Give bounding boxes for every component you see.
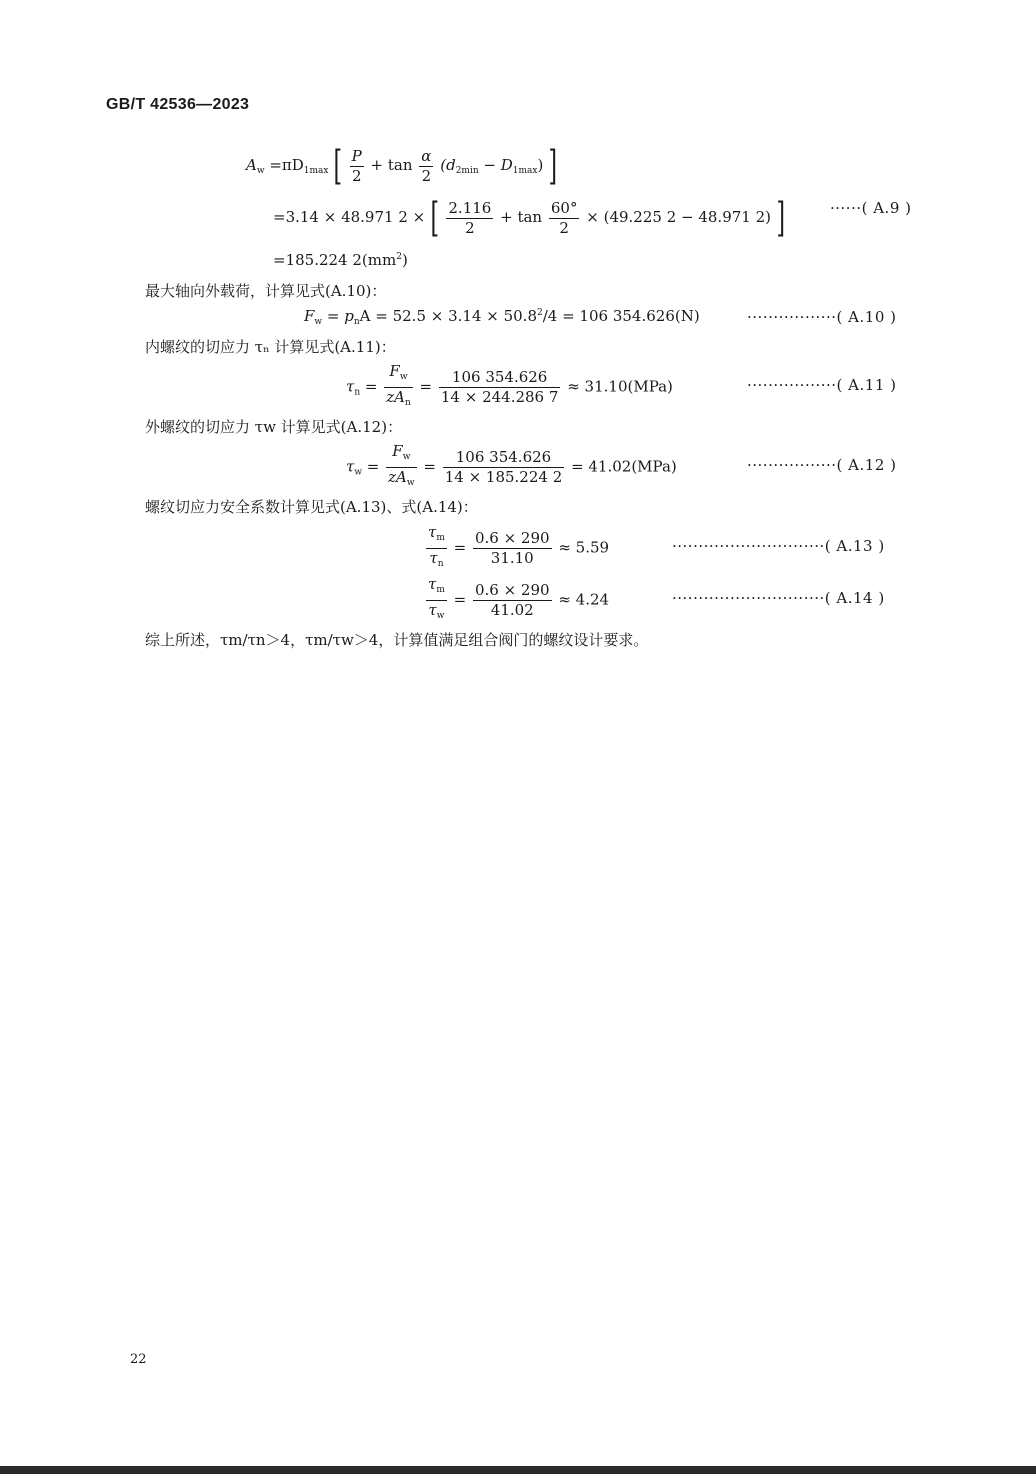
paragraph-a13: 螺纹切应力安全系数计算见式(A.13)、式(A.14)： bbox=[145, 498, 478, 516]
paragraph-a10: 最大轴向外载荷，计算见式(A.10)： bbox=[145, 282, 387, 300]
eq-a12: $\tau_w$ = $\frac{F_w}{zA_w}$ = $\frac{106 354.626}{14 \times 185.224 2}$ = 41.02(MPa) bbox=[346, 442, 677, 493]
eq-a11-number: ·················( A.11 ) bbox=[747, 376, 897, 394]
document-code: GB/T 42536—2023 bbox=[106, 96, 250, 113]
page-number: 22 bbox=[130, 1352, 147, 1367]
paragraph-a12: 外螺纹的切应力 τw 计算见式(A.12)： bbox=[145, 418, 403, 436]
eq-a9-line2: =3.14 × 48.971 2 × [ $\frac{2.116}{2}$ + tan $\frac{60^\circ}{2}$ × (49.225 2 − 48.971 2) ] bbox=[273, 195, 785, 241]
paragraph-a11: 内螺纹的切应力 τₙ 计算见式(A.11)： bbox=[145, 338, 396, 356]
eq-a14-number: ·····························( A.14 ) bbox=[672, 589, 885, 607]
eq-a13: $\frac{\tau_m}{\tau_n}$ = $\frac{0.6 \times 290}{31.10}$ ≈ 5.59 bbox=[424, 523, 609, 574]
eq-a11: $\tau_n$ = $\frac{F_w}{zA_n}$ = $\frac{106 354.626}{14 \times 244.286 7}$ ≈ 31.10(MPa) bbox=[346, 362, 673, 413]
eq-a10: $F_w = p_nA = 52.5 \times 3.14 \times 50.8^2/4 = 106$ 354.626(N) bbox=[304, 307, 700, 327]
eq-a9-line1: $A_w =\pi D_{1max}$ [ $\frac{P}{2}$ + tan $\frac{\alpha}{2}$ $(d_{2min} - D_{1max})$ ] bbox=[246, 143, 558, 189]
bottom-bar bbox=[0, 1466, 1036, 1474]
eq-a12-number: ·················( A.12 ) bbox=[747, 456, 897, 474]
eq-a14: $\frac{\tau_m}{\tau_w}$ = $\frac{0.6 \times 290}{41.02}$ ≈ 4.24 bbox=[424, 575, 609, 626]
eq-a13-number: ·····························( A.13 ) bbox=[672, 537, 885, 555]
eq-a10-number: ·················( A.10 ) bbox=[747, 308, 897, 326]
eq-a9-number: ······( A.9 ) bbox=[830, 199, 912, 217]
eq-a9-line3: =185.224 $2(mm^2)$ bbox=[273, 251, 408, 269]
conclusion-text: 综上所述，τm/τn＞4，τm/τw＞4，计算值满足组合阀门的螺纹设计要求。 bbox=[145, 631, 649, 649]
